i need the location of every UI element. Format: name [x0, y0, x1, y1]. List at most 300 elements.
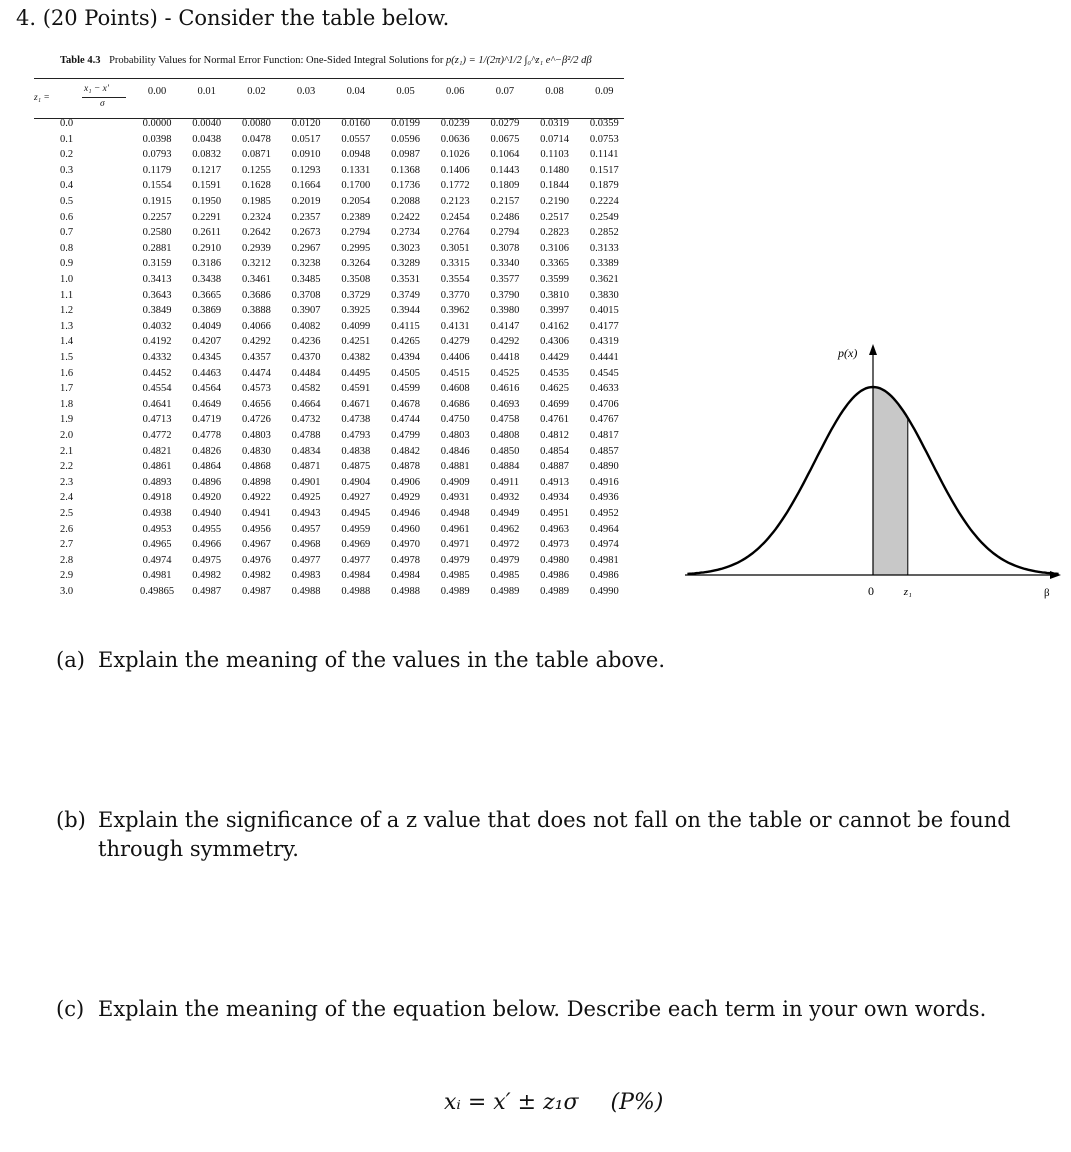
table-cell: 0.1443 [490, 164, 520, 176]
table-cell: 0.3238 [291, 258, 321, 270]
table-cell: 0.1591 [192, 180, 222, 192]
table-cell: 0.1844 [540, 180, 570, 192]
row-z-label: 0.3 [60, 164, 74, 176]
confidence-equation [444, 1090, 663, 1115]
table-cell: 0.4854 [540, 445, 570, 457]
table-cell: 0.4988 [341, 586, 371, 597]
table-cell: 0.3289 [391, 258, 420, 270]
table-cell: 0.4306 [540, 336, 570, 348]
table-cell: 0.4793 [341, 430, 371, 441]
table-cell: 0.4934 [540, 492, 570, 504]
table-cell: 0.4971 [440, 539, 470, 551]
table-cell: 0.0359 [589, 118, 619, 129]
table-cell: 0.1480 [540, 164, 570, 176]
table-cell: 0.3554 [440, 274, 470, 285]
table-cell: 0.4901 [291, 476, 321, 488]
table-cell: 0.4975 [192, 554, 222, 566]
table-cell: 0.1179 [142, 164, 172, 176]
table-cell: 0.2224 [589, 196, 619, 207]
row-z-label: 1.9 [60, 414, 74, 426]
row-z-label: 0.9 [60, 258, 74, 270]
row-z-label: 2.8 [60, 554, 74, 566]
table-cell: 0.4861 [142, 461, 172, 473]
table-cell: 0.3315 [440, 258, 470, 270]
table-cell: 0.0319 [540, 118, 570, 129]
part-a [56, 646, 1016, 675]
table-cell: 0.0596 [391, 133, 420, 145]
table-cell: 0.4989 [540, 586, 570, 597]
table-cell: 0.4868 [241, 461, 271, 473]
row-z-label: 0.6 [60, 211, 74, 223]
table-cell: 0.1736 [391, 180, 420, 192]
table-cell: 0.1141 [590, 149, 619, 161]
table-cell: 0.4871 [291, 461, 321, 473]
row-z-label: 1.4 [60, 336, 74, 348]
table-cell: 0.1950 [192, 196, 222, 207]
table-cell: 0.0398 [142, 133, 172, 145]
table-cell: 0.4082 [291, 320, 321, 332]
table-cell: 0.0871 [241, 149, 271, 161]
table-cell: 0.3997 [540, 305, 570, 317]
table-cell: 0.0753 [589, 133, 619, 145]
table-cell: 0.1628 [241, 180, 271, 192]
table-cell: 0.4838 [341, 445, 371, 457]
table-cell: 0.4896 [192, 476, 222, 488]
table-cell: 0.4686 [440, 398, 470, 410]
table-cell: 0.4979 [490, 554, 520, 566]
table-cell: 0.4940 [192, 508, 222, 519]
table-cell: 0.1103 [540, 149, 569, 161]
table-cell: 0.4066 [241, 320, 271, 332]
table-cell: 0.4931 [440, 492, 470, 504]
table-cell: 0.3365 [540, 258, 570, 270]
table-cell: 0.4978 [391, 554, 420, 566]
table-cell: 0.4706 [589, 398, 619, 410]
part-c-label: (c) [56, 997, 85, 1021]
table-cell: 0.4985 [440, 570, 470, 582]
table-cell: 0.4955 [192, 523, 222, 535]
table-cell: 0.3708 [291, 289, 321, 301]
table-cell: 0.0279 [490, 118, 520, 129]
table-cell: 0.2995 [341, 242, 371, 254]
table-cell: 0.4913 [540, 476, 570, 488]
table-cell: 0.4941 [241, 508, 271, 519]
table-cell: 0.3830 [589, 289, 619, 301]
table-cell: 0.2764 [440, 227, 470, 239]
row-z-label: 2.4 [60, 492, 74, 504]
table-cell: 0.4616 [490, 383, 520, 395]
table-cell: 0.4990 [589, 586, 619, 597]
table-cell: 0.0793 [142, 149, 172, 161]
origin-label: 0 [868, 584, 874, 598]
table-cell: 0.4881 [440, 461, 470, 473]
table-cell: 0.4989 [440, 586, 470, 597]
table-cell: 0.3643 [142, 289, 172, 301]
table-cell: 0.4988 [291, 586, 321, 597]
table-cell: 0.1217 [192, 164, 222, 176]
table-cell: 0.2389 [341, 211, 371, 223]
table-cell: 0.4842 [391, 445, 420, 457]
table-cell: 0.0000 [142, 118, 172, 129]
y-axis-arrow [869, 344, 877, 355]
column-header: 0.07 [495, 86, 515, 97]
table-cell: 0.1293 [291, 164, 321, 176]
table-cell: 0.3665 [192, 289, 222, 301]
table-cell: 0.1331 [341, 164, 371, 176]
table-cell: 0.4699 [540, 398, 570, 410]
table-top-rule [34, 78, 624, 79]
table-cell: 0.4484 [291, 367, 321, 379]
table-cell: 0.4989 [490, 586, 520, 597]
table-cell: 0.4976 [241, 554, 271, 566]
table-cell: 0.4987 [192, 586, 222, 597]
z-header-equals: z₁ = [34, 93, 50, 103]
table-cell: 0.2123 [440, 196, 470, 207]
table-cell: 0.2611 [192, 227, 221, 239]
part-c [56, 995, 1016, 1024]
table-cell: 0.3438 [192, 274, 222, 285]
part-a-label: (a) [56, 648, 85, 672]
table-cell: 0.0160 [341, 118, 371, 129]
table-cell: 0.2088 [391, 196, 420, 207]
table-cell: 0.3729 [341, 289, 371, 301]
table-cell: 0.4099 [341, 320, 371, 332]
table-cell: 0.4983 [291, 570, 321, 582]
table-cell: 0.4726 [241, 414, 271, 426]
table-cell: 0.4641 [142, 398, 172, 410]
table-cell: 0.4656 [241, 398, 271, 410]
table-cell: 0.4671 [341, 398, 371, 410]
table-cell: 0.4625 [540, 383, 570, 395]
table-cell: 0.4345 [192, 352, 222, 363]
table-cell: 0.4788 [291, 430, 321, 441]
table-cell: 0.4982 [192, 570, 222, 582]
table-cell: 0.4970 [391, 539, 420, 551]
table-cell: 0.2357 [291, 211, 321, 223]
x-axis-label: β [1044, 587, 1050, 599]
table-cell: 0.4525 [490, 367, 520, 379]
table-cell: 0.4292 [490, 336, 520, 348]
table-cell: 0.2054 [341, 196, 371, 207]
table-cell: 0.4236 [291, 336, 321, 348]
table-cell: 0.4936 [589, 492, 619, 504]
table-cell: 0.3106 [540, 242, 570, 254]
row-z-label: 3.0 [60, 586, 74, 597]
table-cell: 0.4962 [490, 523, 520, 535]
row-z-label: 0.1 [60, 133, 74, 145]
table-cell: 0.3944 [391, 305, 420, 317]
part-a-text: Explain the meaning of the values in the table above. [98, 648, 666, 672]
part-b-text-line2: through symmetry. [98, 837, 299, 861]
table-cell: 0.4929 [391, 492, 420, 504]
table-cell: 0.0040 [192, 118, 222, 129]
table-caption [60, 55, 592, 66]
table-cell: 0.0438 [192, 133, 222, 145]
z-header-fraction-bar [82, 97, 126, 98]
table-cell: 0.49865 [139, 586, 175, 597]
table-cell: 0.1026 [440, 149, 470, 161]
table-cell: 0.4946 [391, 508, 420, 519]
z-header-numerator: x₁ − x′ [84, 84, 109, 94]
table-cell: 0.4834 [291, 445, 321, 457]
table-cell: 0.4738 [341, 414, 371, 426]
table-cell: 0.4554 [142, 383, 172, 395]
table-cell: 0.4911 [490, 476, 520, 488]
column-header: 0.08 [545, 86, 564, 97]
table-cell: 0.4932 [490, 492, 520, 504]
row-z-label: 1.1 [60, 289, 74, 301]
table-cell: 0.0478 [241, 133, 271, 145]
table-cell: 0.4875 [341, 461, 371, 473]
row-z-label: 2.0 [60, 430, 74, 441]
table-cell: 0.4192 [142, 336, 172, 348]
table-cell: 0.0987 [391, 149, 420, 161]
table-cell: 0.0239 [440, 118, 470, 129]
table-cell: 0.3686 [241, 289, 271, 301]
row-z-label: 2.2 [60, 461, 74, 473]
table-caption-label: Table 4.3 [60, 55, 101, 66]
column-header: 0.02 [247, 86, 266, 97]
row-z-label: 0.0 [60, 118, 74, 129]
table-cell: 0.4279 [440, 336, 470, 348]
table-cell: 0.4953 [142, 523, 172, 535]
table-cell: 0.2257 [142, 211, 172, 223]
table-cell: 0.3869 [192, 305, 222, 317]
table-cell: 0.4370 [291, 352, 321, 363]
table-cell: 0.3749 [391, 289, 420, 301]
table-cell: 0.2967 [291, 242, 321, 254]
table-cell: 0.4292 [241, 336, 271, 348]
row-z-label: 0.4 [60, 180, 74, 192]
table-cell: 0.4732 [291, 414, 321, 426]
table-cell: 0.4015 [589, 305, 619, 317]
table-cell: 0.2939 [241, 242, 271, 254]
table-cell: 0.3770 [440, 289, 470, 301]
table-cell: 0.1772 [440, 180, 470, 192]
normal-curve-figure [680, 335, 1070, 625]
table-cell: 0.4963 [540, 523, 570, 535]
column-header: 0.06 [446, 86, 465, 97]
table-cell: 0.3461 [241, 274, 271, 285]
table-cell: 0.4964 [589, 523, 619, 535]
table-cell: 0.4957 [291, 523, 321, 535]
table-cell: 0.4967 [241, 539, 271, 551]
table-cell: 0.4979 [440, 554, 470, 566]
table-cell: 0.4664 [291, 398, 321, 410]
table-cell: 0.4803 [241, 430, 271, 441]
table-cell: 0.4147 [490, 320, 520, 332]
table-cell: 0.2673 [291, 227, 321, 239]
table-cell: 0.4904 [341, 476, 371, 488]
table-cell: 0.4564 [192, 383, 222, 395]
table-cell: 0.0714 [540, 133, 570, 145]
row-z-label: 2.7 [60, 539, 74, 551]
table-cell: 0.4985 [490, 570, 520, 582]
table-cell: 0.4032 [142, 320, 172, 332]
table-cell: 0.4693 [490, 398, 520, 410]
table-cell: 0.4961 [440, 523, 470, 535]
table-cell: 0.4906 [391, 476, 420, 488]
table-cell: 0.1809 [490, 180, 520, 192]
table-cell: 0.4918 [142, 492, 172, 504]
table-cell: 0.4429 [540, 352, 570, 363]
table-cell: 0.3264 [341, 258, 371, 270]
table-cell: 0.2324 [241, 211, 271, 223]
table-cell: 0.4599 [391, 383, 420, 395]
table-cell: 0.0557 [341, 133, 371, 145]
table-cell: 0.4582 [291, 383, 321, 395]
table-cell: 0.2910 [192, 242, 222, 254]
z-header-denominator: σ [100, 99, 105, 109]
table-cell: 0.4986 [589, 570, 619, 582]
table-cell: 0.4812 [540, 430, 570, 441]
table-cell: 0.2291 [192, 211, 222, 223]
table-cell: 0.4974 [142, 554, 172, 566]
table-cell: 0.0636 [440, 133, 470, 145]
table-cell: 0.2549 [589, 211, 619, 223]
table-cell: 0.2454 [440, 211, 470, 223]
table-cell: 0.4956 [241, 523, 271, 535]
table-cell: 0.4821 [142, 445, 172, 457]
table-cell: 0.2019 [291, 196, 321, 207]
table-cell: 0.4981 [142, 570, 172, 582]
table-cell: 0.1368 [391, 164, 420, 176]
table-cell: 0.4922 [241, 492, 271, 504]
table-cell: 0.4846 [440, 445, 470, 457]
column-header: 0.03 [296, 86, 316, 97]
table-cell: 0.4988 [391, 586, 420, 597]
table-cell: 0.3340 [490, 258, 520, 270]
table-cell: 0.4758 [490, 414, 520, 426]
table-cell: 0.0120 [291, 118, 321, 129]
table-cell: 0.3888 [241, 305, 271, 317]
table-cell: 0.4406 [440, 352, 470, 363]
table-cell: 0.4713 [142, 414, 172, 426]
table-cell: 0.4977 [341, 554, 371, 566]
row-z-label: 1.8 [60, 398, 74, 410]
table-cell: 0.4966 [192, 539, 222, 551]
row-z-label: 0.2 [60, 149, 74, 161]
table-cell: 0.4265 [391, 336, 420, 348]
part-b-label: (b) [56, 808, 86, 832]
table-cell: 0.4772 [142, 430, 172, 441]
table-cell: 0.2486 [490, 211, 520, 223]
table-cell: 0.4545 [589, 367, 619, 379]
table-cell: 0.3508 [341, 274, 371, 285]
table-cell: 0.4505 [391, 367, 420, 379]
table-cell: 0.4965 [142, 539, 172, 551]
table-cell: 0.3907 [291, 305, 321, 317]
table-cell: 0.4984 [391, 570, 420, 582]
table-cell: 0.4977 [291, 554, 321, 566]
table-cell: 0.4162 [540, 320, 570, 332]
table-cell: 0.0948 [341, 149, 371, 161]
table-cell: 0.4719 [192, 414, 222, 426]
table-cell: 0.4332 [142, 352, 172, 363]
row-z-label: 0.8 [60, 242, 74, 254]
table-cell: 0.4986 [540, 570, 570, 582]
table-cell: 0.4573 [241, 383, 271, 395]
table-cell: 0.4394 [391, 352, 420, 363]
table-cell: 0.3962 [440, 305, 470, 317]
row-z-label: 2.9 [60, 570, 74, 582]
table-cell: 0.3413 [142, 274, 172, 285]
row-z-label: 2.6 [60, 523, 74, 535]
z1-label: z₁ [903, 586, 912, 598]
table-cell: 0.1517 [589, 164, 619, 176]
table-cell: 0.4357 [241, 352, 271, 363]
column-header: 0.00 [147, 86, 167, 97]
column-header: 0.01 [197, 86, 216, 97]
table-cell: 0.3212 [241, 258, 271, 270]
table-cell: 0.4951 [540, 508, 570, 519]
row-z-label: 0.5 [60, 196, 74, 207]
table-cell: 0.4649 [192, 398, 222, 410]
row-z-label: 1.7 [60, 383, 74, 395]
table-cell: 0.3599 [540, 274, 570, 285]
table-cell: 0.4474 [241, 367, 271, 379]
table-cell: 0.4817 [589, 430, 619, 441]
part-b [56, 806, 1016, 864]
table-cell: 0.4884 [490, 461, 520, 473]
table-cell: 0.4382 [341, 352, 371, 363]
shaded-probability-area [873, 387, 908, 575]
table-cell: 0.4535 [540, 367, 570, 379]
table-cell: 0.4949 [490, 508, 520, 519]
table-cell: 0.2422 [391, 211, 420, 223]
table-cell: 0.1700 [341, 180, 371, 192]
table-cell: 0.2823 [540, 227, 570, 239]
table-cell: 0.4974 [589, 539, 619, 551]
y-axis-label: p(x) [838, 346, 858, 360]
table-cell: 0.4678 [391, 398, 420, 410]
table-cell: 0.1915 [142, 196, 172, 207]
table-cell: 0.3849 [142, 305, 172, 317]
table-cell: 0.4893 [142, 476, 172, 488]
table-cell: 0.4952 [589, 508, 619, 519]
table-cell: 0.4857 [589, 445, 619, 457]
table-cell: 0.4177 [589, 320, 619, 332]
row-z-label: 0.7 [60, 227, 74, 239]
row-z-label: 1.5 [60, 352, 74, 363]
table-cell: 0.4916 [589, 476, 619, 488]
table-cell: 0.1879 [589, 180, 619, 192]
table-cell: 0.4945 [341, 508, 371, 519]
table-cell: 0.4898 [241, 476, 271, 488]
table-cell: 0.1985 [241, 196, 271, 207]
table-cell: 0.4463 [192, 367, 222, 379]
table-cell: 0.4608 [440, 383, 470, 395]
table-cell: 0.4799 [391, 430, 420, 441]
table-cell: 0.4750 [440, 414, 470, 426]
table-cell: 0.4973 [540, 539, 570, 551]
table-cell: 0.3980 [490, 305, 520, 317]
table-cell: 0.4927 [341, 492, 371, 504]
table-cell: 0.4850 [490, 445, 520, 457]
table-cell: 0.4878 [391, 461, 420, 473]
table-cell: 0.2794 [341, 227, 371, 239]
table-cell: 0.4808 [490, 430, 520, 441]
table-cell: 0.4959 [341, 523, 371, 535]
table-cell: 0.4981 [589, 554, 619, 566]
table-cell: 0.4887 [540, 461, 570, 473]
table-cell: 0.4251 [341, 336, 371, 348]
table-cell: 0.4864 [192, 461, 222, 473]
x-axis-arrow [1050, 571, 1061, 579]
table-cell: 0.0517 [291, 133, 321, 145]
table-cell: 0.2517 [540, 211, 570, 223]
table-caption-equation: p(z₁) = 1/(2π)^1/2 ∫₀^z₁ e^−β²/2 dβ [446, 55, 592, 66]
